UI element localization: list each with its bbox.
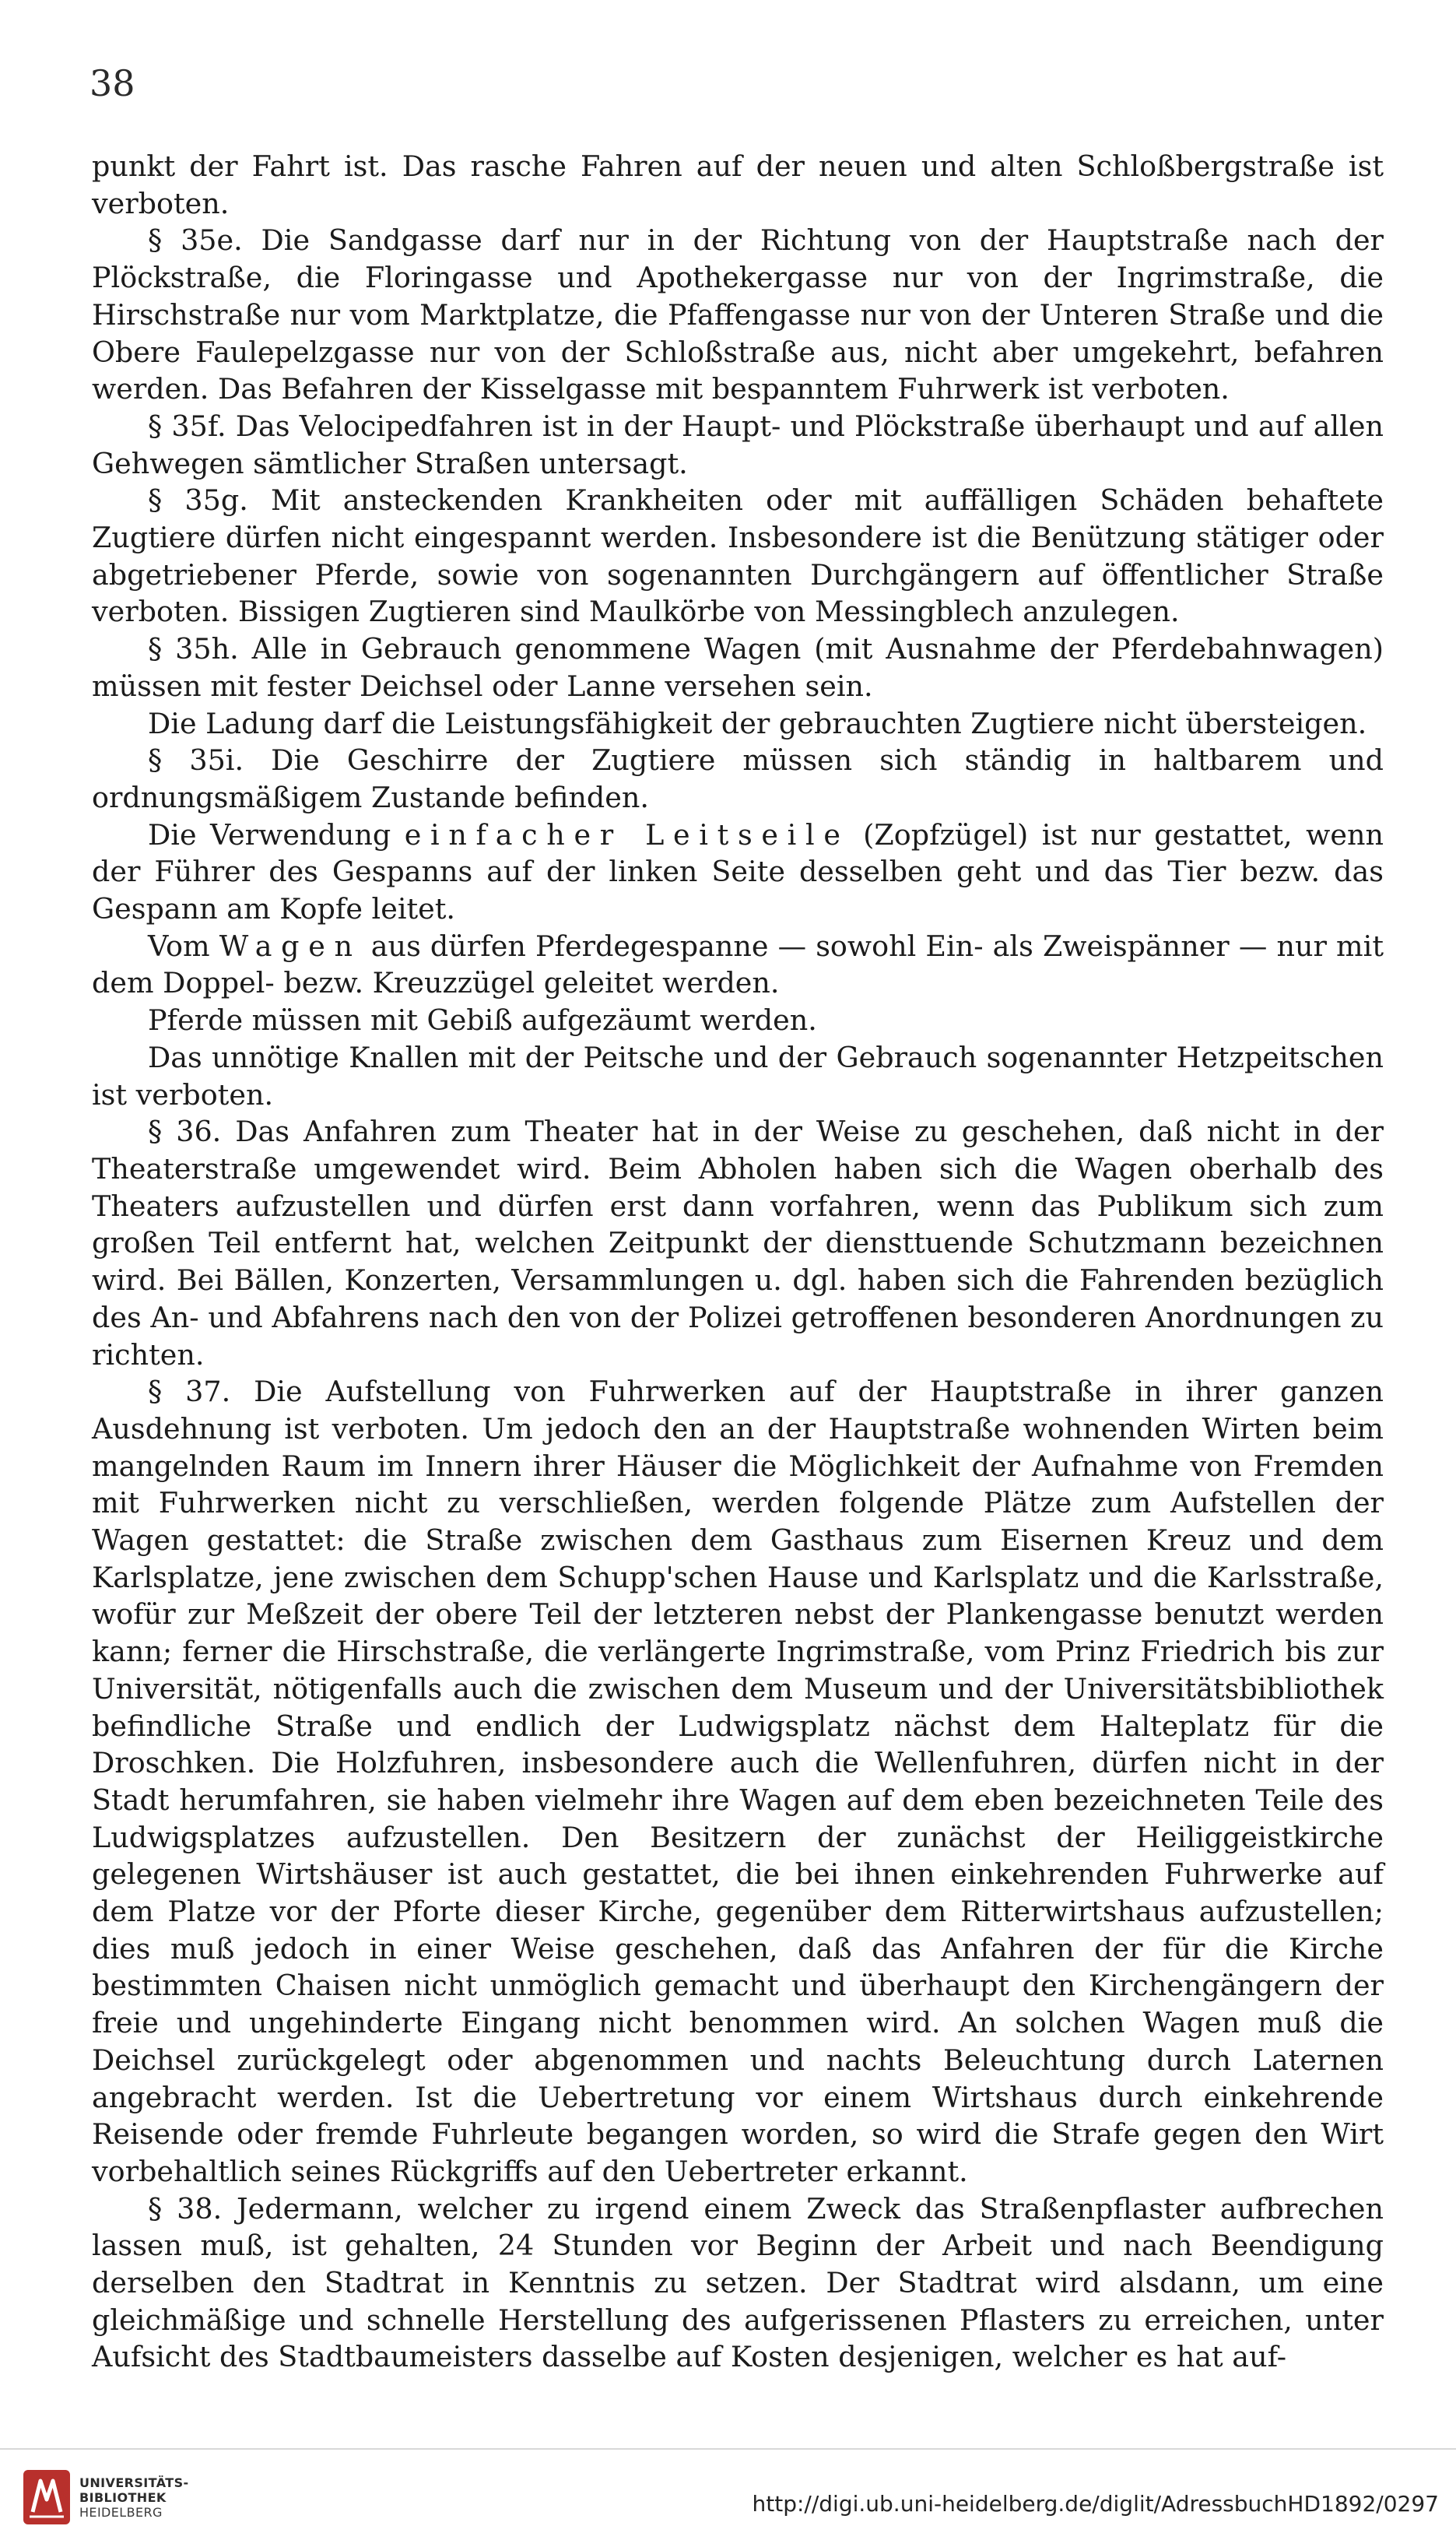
- leitseile-text-before: Die Verwendung: [148, 817, 405, 852]
- wagen-text-after: aus dürfen Pferdegespanne — sowohl Ein- als Zweispänner — nur mit dem Doppel- bezw. Kreuzzügel geleitet werden.: [92, 929, 1384, 1000]
- library-logo-text: [79, 2475, 189, 2520]
- document-body: [92, 148, 1384, 2376]
- logo-line-2: BIBLIOTHEK: [79, 2489, 167, 2505]
- page-number: 38: [89, 62, 135, 104]
- paragraph-35g: § 35g. Mit ansteckenden Krankheiten oder mit auffälligen Schäden behaftete Zugtiere dürfen nicht eingespannt werden. Insbesondere ist die Benützung stätiger oder abgetriebener Pferde, sowie von sogenannten Durchgängern auf öffentlicher Straße verboten. Bissigen Zugtieren sind Maulkörbe von Messingblech anzulegen.: [92, 483, 1384, 629]
- paragraph-ladung: Die Ladung darf die Leistungsfähigkeit der gebrauchten Zugtiere nicht übersteigen.: [148, 706, 1367, 740]
- paragraph-36: § 36. Das Anfahren zum Theater hat in der Weise zu geschehen, daß nicht in der Theaterstraße umgewendet wird. Beim Abholen haben sich die Wagen oberhalb des Theaters aufzustellen und dürfen erst dann vorfahren, wenn das Publikum sich zum großen Teil entfernt hat, welchen Zeitpunkt der diensttuende Schutzmann bezeichnen wird. Bei Bällen, Konzerten, Versammlungen u. dgl. haben sich die Fahrenden bezüglich des An- und Abfahrens nach den von der Polizei getroffenen besonderen Anordnungen zu richten.: [92, 1115, 1384, 1372]
- library-seal-icon: [22, 2468, 72, 2526]
- wagen-text-before: Vom: [148, 929, 219, 963]
- paragraph-leitseile: [92, 817, 1384, 928]
- paragraph-gebiss: Pferde müssen mit Gebiß aufgezäumt werden.: [148, 1003, 817, 1038]
- library-logo[interactable]: [22, 2466, 201, 2528]
- wagen-spaced-term: Wagen: [219, 929, 362, 963]
- logo-line-3: HEIDELBERG: [79, 2504, 163, 2520]
- paragraph-wagen: [92, 928, 1384, 1002]
- paragraph-35h: § 35h. Alle in Gebrauch genommene Wagen (mit Ausnahme der Pferdebahnwagen) müssen mit fester Deichsel oder Lanne versehen sein.: [92, 632, 1384, 703]
- paragraph-37: § 37. Die Aufstellung von Fuhrwerken auf der Hauptstraße in ihrer ganzen Ausdehnung ist verboten. Um jedoch den an der Hauptstraße wohnenden Wirten beim mangelnden Raum im Innern ihrer Häuser die Möglichkeit der Aufnahme von Fremden mit Fuhrwerken nicht zu verschließen, werden folgende Plätze zum Aufstellen der Wagen gestattet: die Straße zwischen dem Gasthaus zum Eisernen Kreuz und dem Karlsplatze, jene zwischen dem Schupp'schen Hause und Karlsplatz und die Karlsstraße, wofür zur Meßzeit der obere Teil der letzteren nebst der Plankengasse benutzt werden kann; ferner die Hirschstraße, die verlängerte Ingrimstraße, vom Prinz Friedrich bis zur Universität, nötigenfalls auch die zwischen dem Museum und der Universitätsbibliothek befindliche Straße und endlich der Ludwigsplatz nächst dem Halteplatz für die Droschken. Die Holzfuhren, insbesondere auch die Wellenfuhren, dürfen nicht in der Stadt herumfahren, sie haben vielmehr ihre Wagen auf dem eben bezeichneten Teile des Ludwigsplatzes aufzustellen. Den Besitzern der zunächst der Heiliggeistkirche gelegenen Wirtshäuser ist auch gestattet, die bei ihnen einkehrenden Fuhrwerke auf dem Platze vor der Pforte dieser Kirche, gegenüber dem Ritterwirtshaus aufzustellen; dies muß jedoch in einer Weise geschehen, daß das Anfahren der für die Kirche bestimmten Chaisen nicht unmöglich gemacht und überhaupt den Kirchengängern der freie und ungehinderte Eingang nicht benommen wird. An solchen Wagen muß die Deichsel zurückgelegt oder abgenommen und nachts Beleuchtung durch Laternen angebracht werden. Ist die Uebertretung vor einem Wirtshaus durch einkehrende Reisende oder fremde Fuhrleute begangen worden, so wird die Strafe gegen den Wirt vorbehaltlich seines Rückgriffs auf den Uebertreter erkannt.: [92, 1375, 1384, 2188]
- paragraph-continuation: punkt der Fahrt ist. Das rasche Fahren auf der neuen und alten Schloßbergstraße ist verboten.: [92, 149, 1384, 220]
- paragraph-35f: § 35f. Das Velocipedfahren ist in der Haupt- und Plöckstraße überhaupt und auf allen Gehwegen sämtlicher Straßen untersagt.: [92, 409, 1384, 480]
- logo-line-1: UNIVERSITÄTS-: [79, 2475, 189, 2490]
- leitseile-spaced-term: einfacher Leitseile: [404, 817, 850, 852]
- paragraph-knallen: Das unnötige Knallen mit der Peitsche und der Gebrauch sogenannter Hetzpeitschen ist verboten.: [92, 1040, 1384, 1112]
- source-url-link[interactable]: http://digi.ub.uni-heidelberg.de/diglit/AdressbuchHD1892/0297: [752, 2491, 1439, 2517]
- leitseile-text-after: (Zopfzügel) ist nur gestattet, wenn der Führer des Gespanns auf der linken Seite desselben geht und das Tier bezw. das Gespann am Kopfe leitet.: [92, 817, 1384, 926]
- paragraph-35e: § 35e. Die Sandgasse darf nur in der Richtung von der Hauptstraße nach der Plöckstraße, die Floringasse und Apothekergasse nur von der Ingrimstraße, die Hirschstraße nur vom Marktplatze, die Pfaffengasse nur von der Unteren Straße und die Obere Faulepelzgasse nur von der Schloßstraße aus, nicht aber umgekehrt, befahren werden. Das Befahren der Kisselgasse mit bespanntem Fuhrwerk ist verboten.: [92, 223, 1384, 406]
- paragraph-38: § 38. Jedermann, welcher zu irgend einem Zweck das Straßenpflaster aufbrechen lassen muß, ist gehalten, 24 Stunden vor Beginn der Arbeit und nach Beendigung derselben den Stadtrat in Kenntnis zu setzen. Der Stadtrat wird alsdann, um eine gleichmäßige und schnelle Herstellung des aufgerissenen Pflasters zu erreichen, unter Aufsicht des Stadtbaumeisters dasselbe auf Kosten desjenigen, welcher es hat auf-: [92, 2191, 1384, 2374]
- footer-divider: [0, 2448, 1456, 2450]
- paragraph-35i: § 35i. Die Geschirre der Zugtiere müssen sich ständig in haltbarem und ordnungsmäßigem Zustande befinden.: [92, 743, 1384, 814]
